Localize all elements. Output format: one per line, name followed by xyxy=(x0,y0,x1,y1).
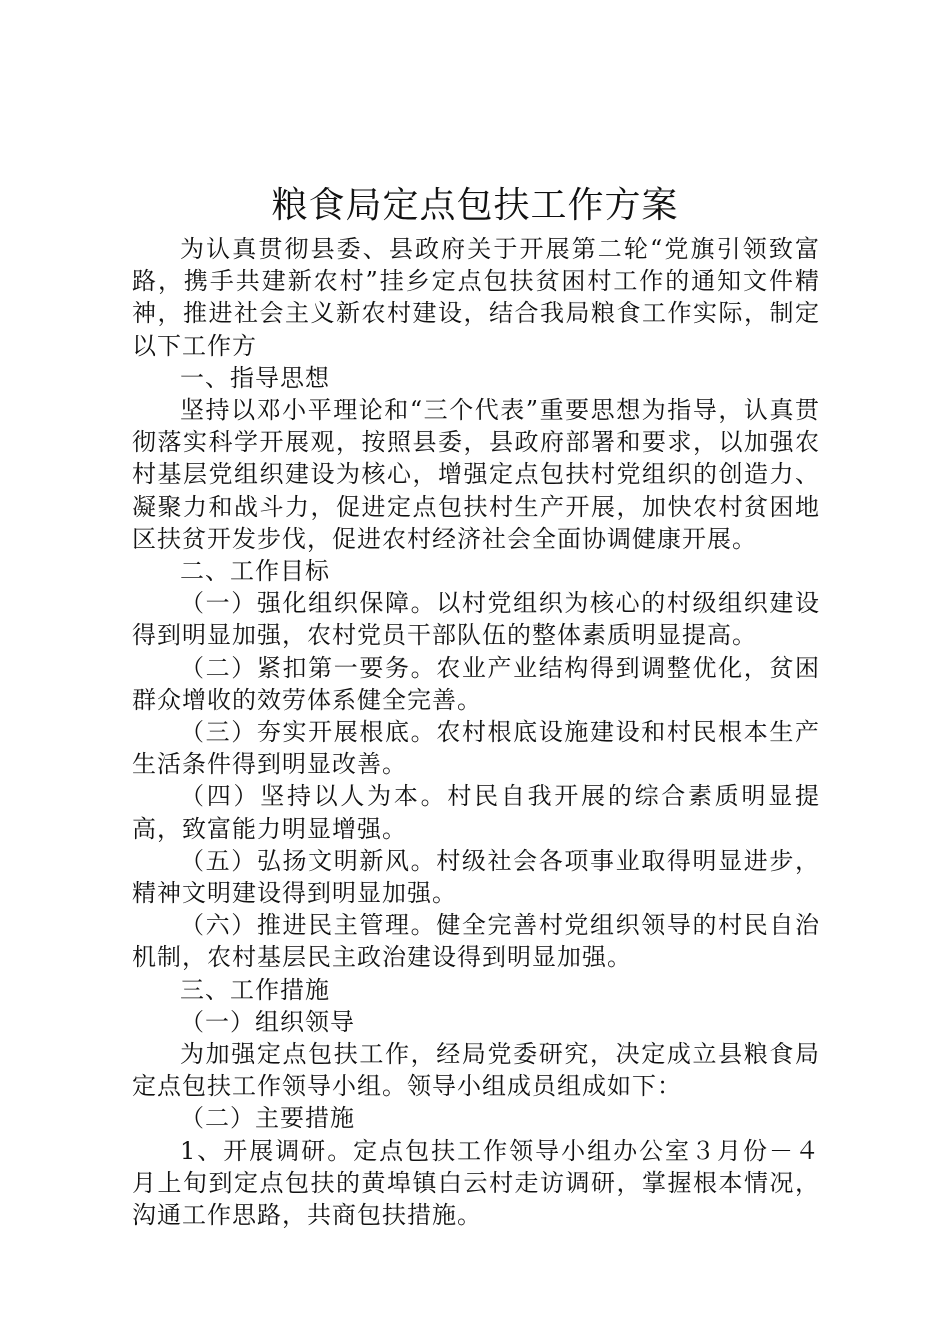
section-heading-work-goals: 二、工作目标 xyxy=(180,557,330,586)
section-heading-work-measures: 三、工作措施 xyxy=(180,975,330,1004)
section-heading-guiding-ideology: 一、指导思想 xyxy=(180,363,330,392)
organization-paragraph: 为加强定点包扶工作，经局党委研究，决定成立县粮食局定点包扶工作领导小组。领导小组成员组成如下： xyxy=(132,1040,820,1101)
intro-paragraph: 为认真贯彻县委、县政府关于开展第二轮“党旗引领致富路，携手共建新农村”挂乡定点包扶贫困村工作的通知文件精神，推进社会主义新农村建设，结合我局粮食工作实际，制定以下工作方 xyxy=(132,235,820,360)
document-title: 粮食局定点包扶工作方案 xyxy=(271,185,679,226)
work-goal-item: （四）坚持以人为本。村民自我开展的综合素质明显提高，致富能力明显增强。 xyxy=(132,782,820,843)
work-goal-item: （五）弘扬文明新风。村级社会各项事业取得明显进步，精神文明建设得到明显加强。 xyxy=(132,846,820,908)
work-goal-item: （一）强化组织保障。以村党组织为核心的村级组织建设得到明显加强，农村党员干部队伍的整体素质明显提高。 xyxy=(132,589,820,650)
guiding-ideology-paragraph: 坚持以邓小平理论和“三个代表”重要思想为指导，认真贯彻落实科学开展观，按照县委，县政府部署和要求，以加强农村基层党组织建设为核心，增强定点包扶村党组织的创造力、凝聚力和战斗力，促进定点包扶村生产开展，加快农村贫困地区扶贫开发步伐，促进农村经济社会全面协调健康开展。 xyxy=(132,396,820,553)
work-goal-item: （三）夯实开展根底。农村根底设施建设和村民根本生产生活条件得到明显改善。 xyxy=(132,718,820,779)
main-measure-item: 1、开展调研。定点包扶工作领导小组办公室３月份－４月上旬到定点包扶的黄埠镇白云村走访调研，掌握根本情况，沟通工作思路，共商包扶措施。 xyxy=(132,1136,820,1230)
subsection-heading-organization: （一）组织领导 xyxy=(180,1007,355,1036)
work-goal-item: （六）推进民主管理。健全完善村党组织领导的村民自治机制，农村基层民主政治建设得到明显加强。 xyxy=(132,911,820,972)
document-body xyxy=(132,233,820,1231)
work-goal-item: （二）紧扣第一要务。农业产业结构得到调整优化，贫困群众增收的效劳体系健全完善。 xyxy=(132,653,820,714)
subsection-heading-main-measures: （二）主要措施 xyxy=(180,1104,355,1133)
